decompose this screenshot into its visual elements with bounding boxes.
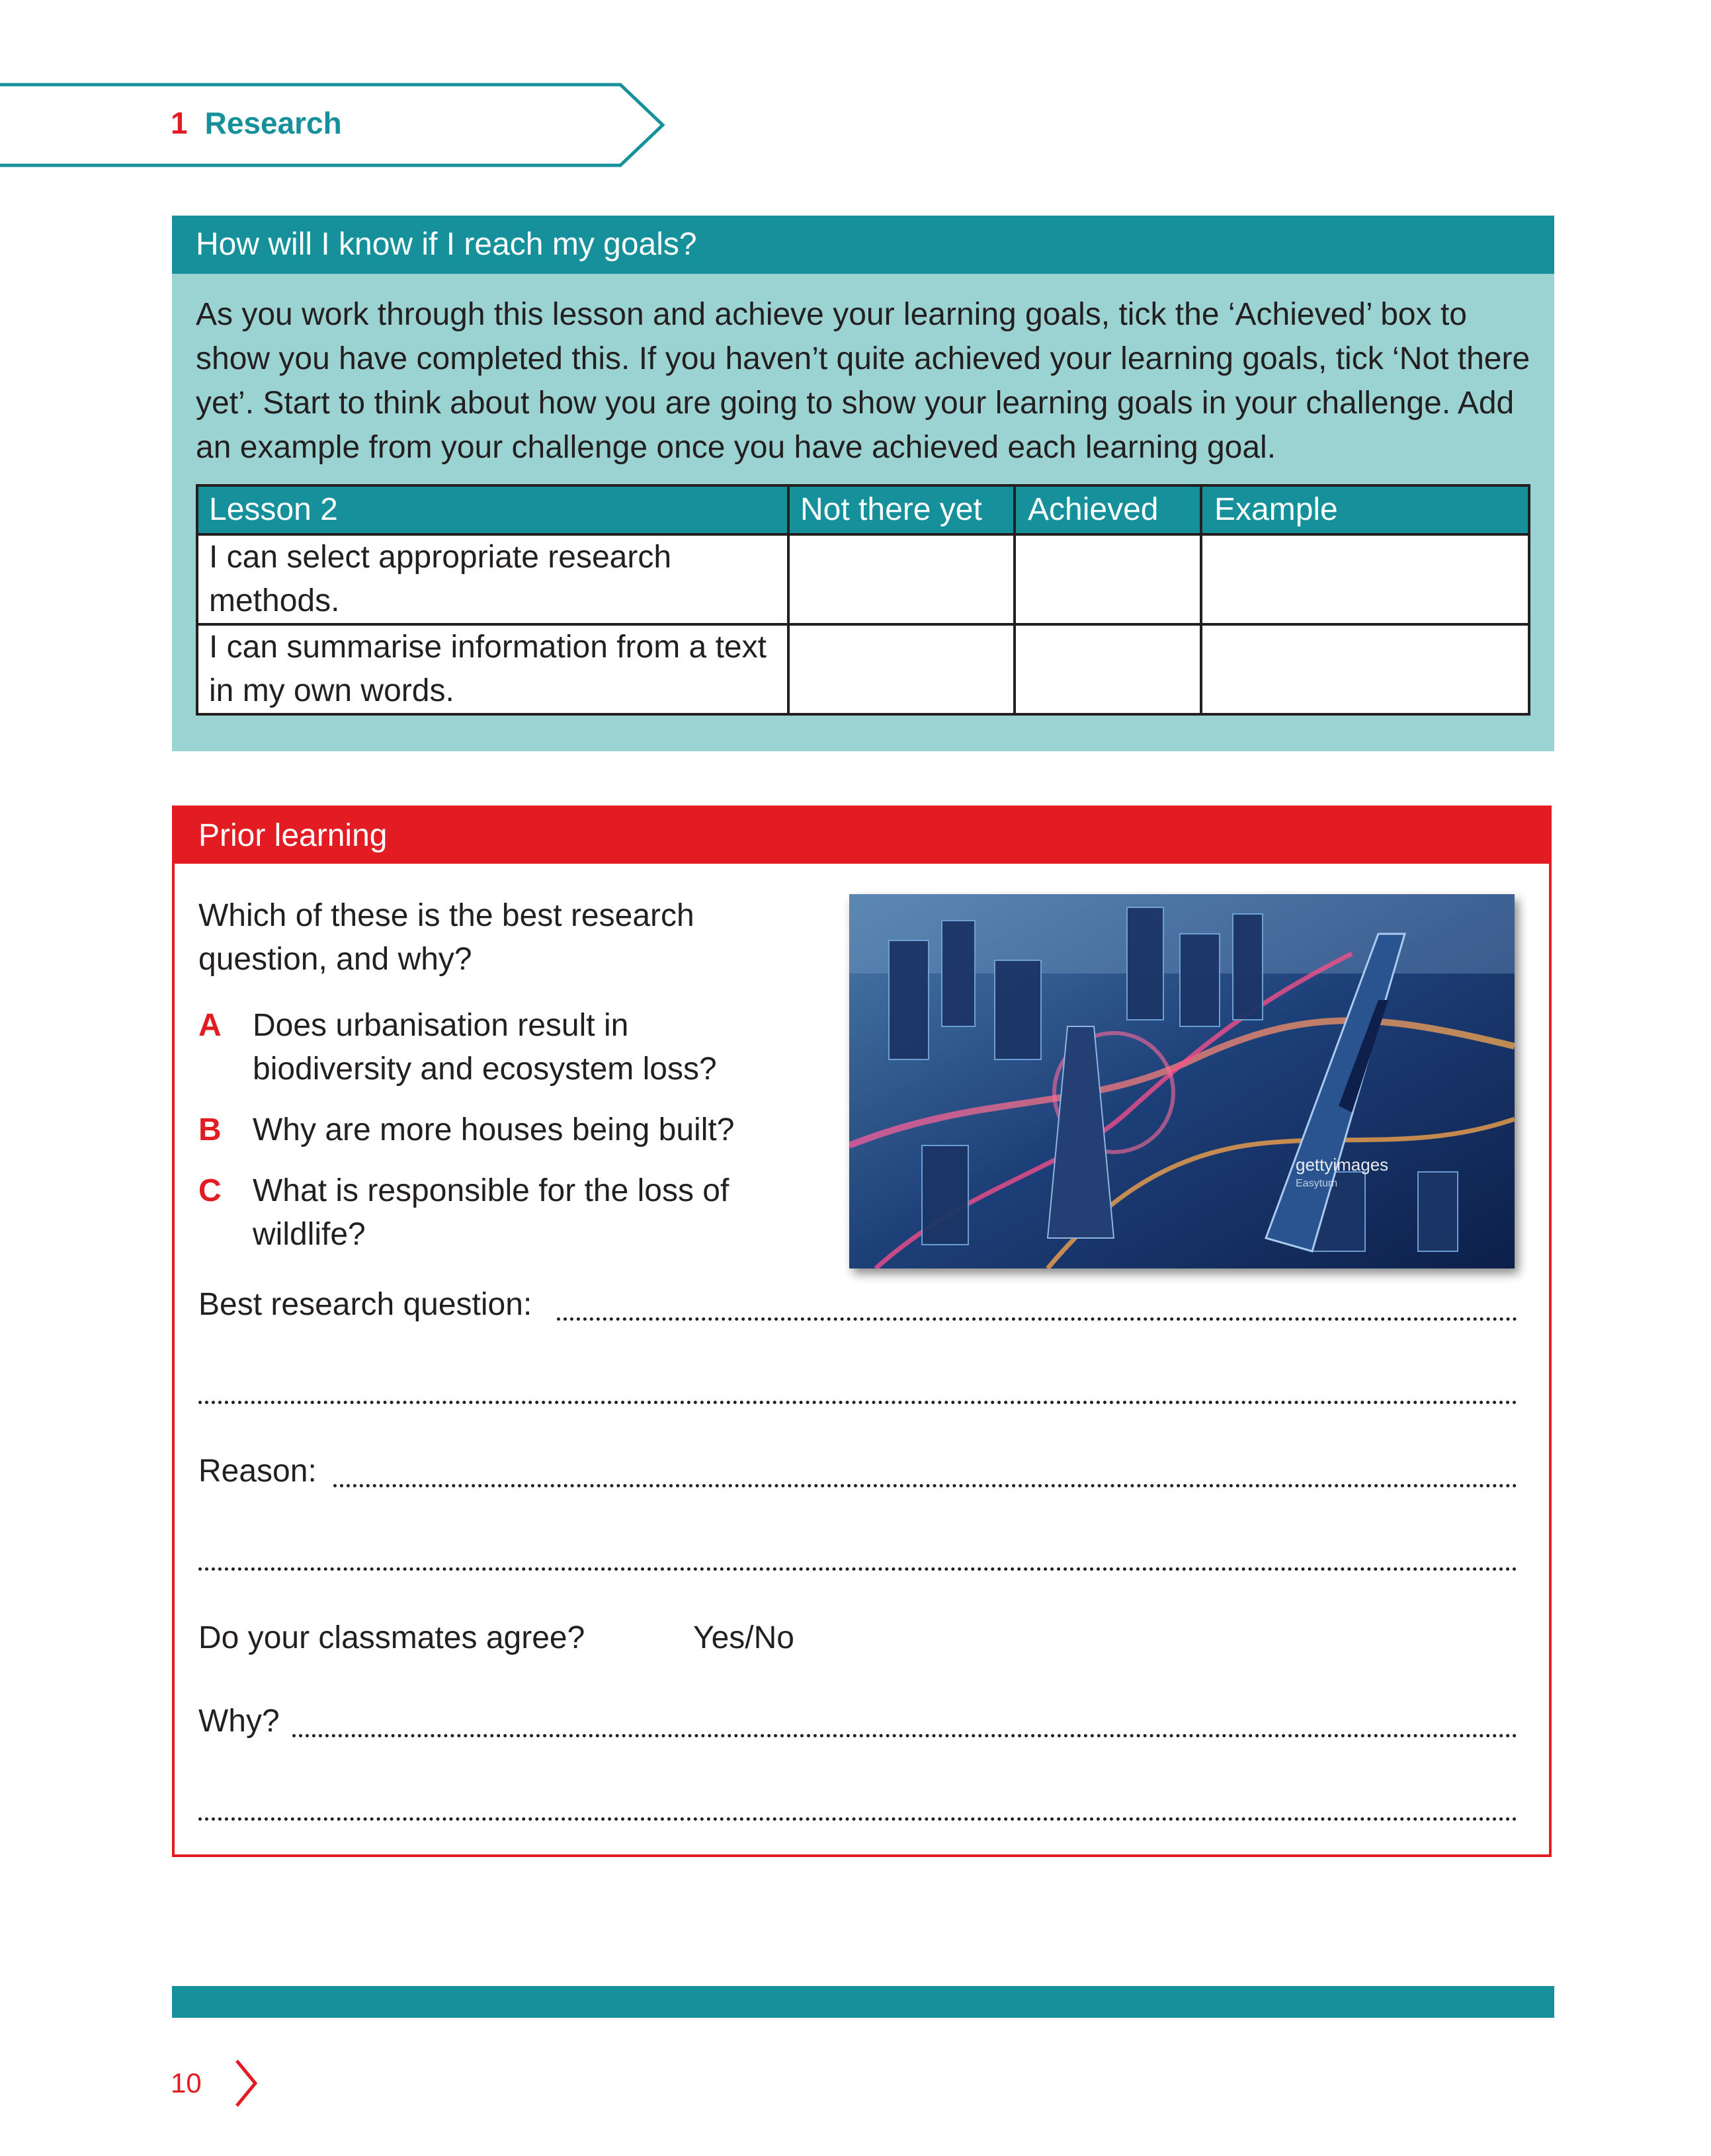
page-number: 10 bbox=[171, 2067, 202, 2098]
option-text: Why are more houses being built? bbox=[253, 1112, 735, 1147]
why-answer-line-2[interactable] bbox=[198, 1817, 1517, 1821]
goals-header-bar bbox=[172, 216, 1554, 274]
section-heading bbox=[171, 102, 342, 144]
best-question-answer-line[interactable] bbox=[557, 1317, 1517, 1321]
prior-learning-panel bbox=[172, 806, 1552, 1857]
achieved-tick-box[interactable] bbox=[1016, 626, 1200, 713]
why-label: Why? bbox=[198, 1704, 280, 1739]
best-question-answer-line-2[interactable] bbox=[198, 1401, 1517, 1404]
best-question-label: Best research question: bbox=[198, 1287, 532, 1322]
option-letter: A bbox=[198, 1008, 222, 1043]
not-there-yet-tick-box[interactable] bbox=[790, 626, 1013, 713]
goals-title: How will I know if I reach my goals? bbox=[196, 227, 697, 262]
research-question-prompt: Which of these is the best research question, and why? bbox=[198, 898, 694, 977]
col-header-example: Example bbox=[1214, 492, 1338, 527]
achieved-tick-box[interactable] bbox=[1016, 536, 1200, 623]
reason-answer-line[interactable] bbox=[333, 1484, 1517, 1487]
yes-no-options[interactable]: Yes/No bbox=[693, 1620, 794, 1655]
not-there-yet-tick-box[interactable] bbox=[790, 536, 1013, 623]
classmates-agree-question: Do your classmates agree? bbox=[198, 1620, 585, 1655]
goal-text: I can summarise information from a text in my own words. bbox=[209, 630, 767, 708]
reason-answer-line-2[interactable] bbox=[198, 1567, 1517, 1571]
prior-learning-title: Prior learning bbox=[198, 818, 388, 853]
example-field[interactable] bbox=[1202, 626, 1526, 713]
col-header-not-there-yet: Not there yet bbox=[800, 492, 982, 527]
option-letter: B bbox=[198, 1112, 222, 1147]
photo-credit: Easyturn bbox=[1296, 1178, 1338, 1189]
footer-bar bbox=[172, 1986, 1554, 2018]
reason-label: Reason: bbox=[198, 1454, 317, 1489]
goals-instructions: As you work through this lesson and achieve your learning goals, tick the ‘Achieved’ box to show you have completed this. If you haven’t quite achieved your learning goals, tick ‘Not there yet’. Start to think about how you are going to show your learning goals in your challenge. Add an example from your challenge once you have achieved each learning goal. bbox=[196, 297, 1530, 465]
city-skyline-image bbox=[849, 894, 1515, 1268]
prior-learning-header-bar bbox=[175, 808, 1549, 864]
section-title: Research bbox=[204, 106, 342, 140]
chevron-right-icon bbox=[233, 2058, 259, 2108]
goals-table-header bbox=[198, 487, 1528, 533]
option-text: Does urbanisation result in biodiversity and ecosystem loss? bbox=[253, 1008, 717, 1087]
option-letter: C bbox=[198, 1173, 222, 1208]
goal-text: I can select appropriate research methods. bbox=[209, 540, 672, 618]
example-field[interactable] bbox=[1202, 536, 1526, 623]
col-header-achieved: Achieved bbox=[1028, 492, 1159, 527]
option-text: What is responsible for the loss of wildlife? bbox=[253, 1173, 730, 1252]
goals-panel bbox=[172, 216, 1554, 751]
city-aerial-photo bbox=[849, 894, 1515, 1268]
getty-watermark: gettyimages bbox=[1296, 1155, 1389, 1175]
col-header-lesson: Lesson 2 bbox=[209, 492, 338, 527]
section-number: 1 bbox=[171, 106, 188, 140]
why-answer-line[interactable] bbox=[292, 1734, 1517, 1737]
goals-table bbox=[196, 484, 1530, 716]
